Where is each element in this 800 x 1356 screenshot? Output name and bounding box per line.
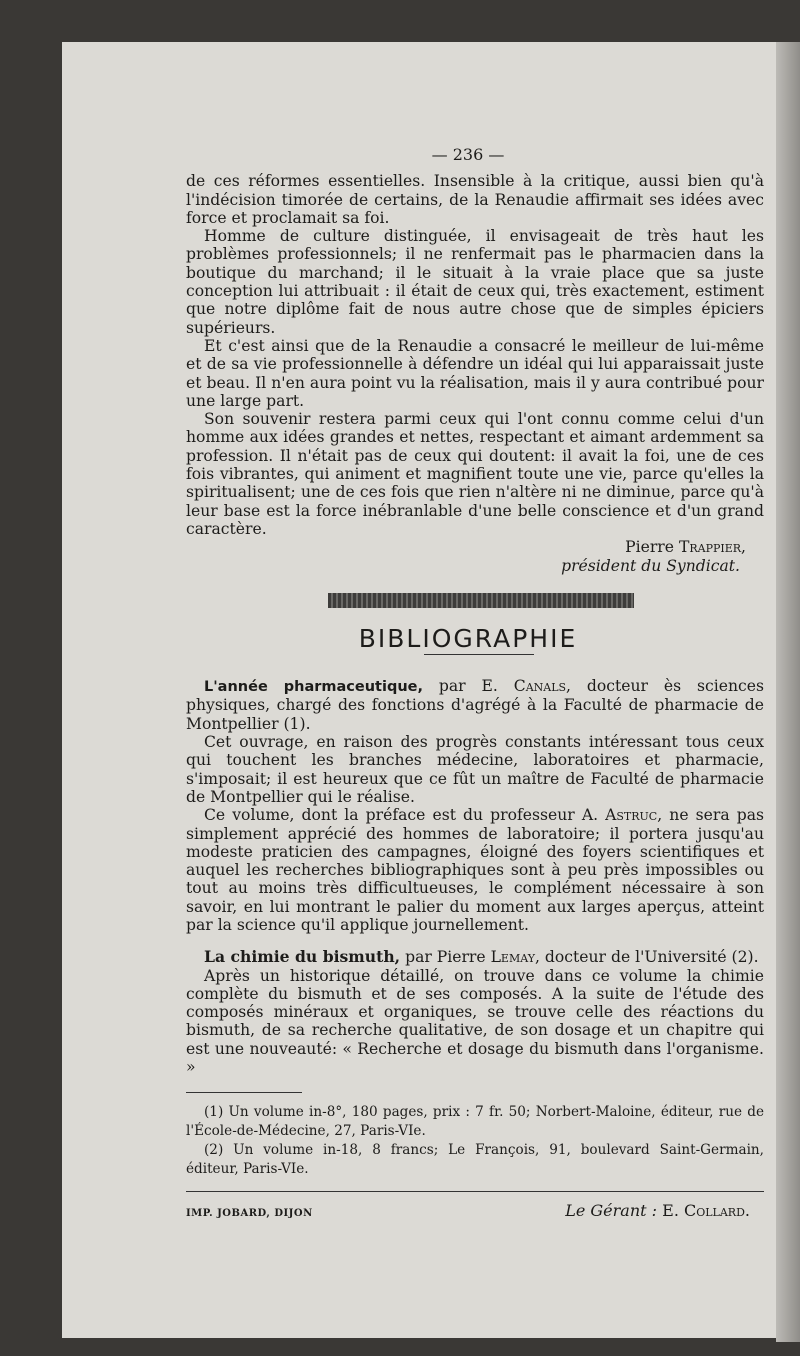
signature-title: président du Syndicat. [561,556,740,575]
title-underline [424,654,534,655]
section-divider [328,593,634,608]
footnote-2: (2) Un volume in-18, 8 francs; Le François, 91, boulevard Saint-Germain, éditeur, Paris-VIe. [186,1142,764,1178]
page-number: — 236 — [431,145,505,164]
page-content [186,146,764,1224]
section-title: BIBLIOGRAPHIE [358,623,578,653]
gerant-credit: Le Gérant : E. Collard. [565,1201,750,1221]
footer-rule [186,1191,764,1192]
page-footer [186,1202,764,1223]
paragraph-3: Et c'est ainsi que de la Renaudie a consacré le meilleur de lui-même et de sa vie professionnelle à défendre un idéal qui lui apparaissait juste et beau. Il n'en aura point vu la réalisation, mais il y aura contribué pour une large part. [186,336,764,410]
paragraph-2: Homme de culture distinguée, il envisageait de très haut les problèmes professionnels; il ne renfermait pas le pharmacien dans la boutique du marchand; il le situait à la vraie place que sa juste conception lui attribuait : il était de ceux qui, très exactement, estiment que notre diplôme fait de nous autre chose que de simples épiciers supérieurs. [186,227,764,337]
footnote-1: (1) Un volume in-8°, 180 pages, prix : 7 fr. 50; Norbert-Maloine, éditeur, rue de l'École-de-Médecine, 27, Paris-VIe. [186,1104,764,1140]
footnote-rule [186,1092,302,1093]
bib-entry-2-title: La chimie du bismuth, [204,947,401,967]
bib-entry-2-paragraph-2: Après un historique détaillé, on trouve dans ce volume la chimie complète du bismuth et de ses composés. A la suite de l'étude des composés minéraux et organiques, se trouve celle des réactions du bismuth, de sa recherche qualitative, de son dosage et un chapitre qui est une nouveauté: « Recherche et dosage du bismuth dans l'organisme. » [186,966,764,1077]
bib-entry-2: La chimie du bismuth, par Pierre Lemay, docteur de l'Université (2). [204,947,759,967]
signature-name: Pierre Trappier, [625,538,746,557]
paragraph-1: de ces réformes essentielles. Insensible à la critique, aussi bien qu'à l'indécision timorée de certains, de la Renaudie affirmait ses idées avec force et proclamait sa foi. [186,172,764,227]
bib-entry-1: L'année pharmaceutique, par E. Canals, docteur ès sciences physiques, chargé des fonctions d'agrégé à la Faculté de pharmacie de Montpellier (1). [186,677,764,733]
page-edge [776,42,800,1342]
bib-entry-1-title: L'année pharmaceutique, [204,679,423,696]
paragraph-4: Son souvenir restera parmi ceux qui l'ont connu comme celui d'un homme aux idées grandes et nettes, respectant et aimant ardemment sa profession. Il n'était pas de ceux qui doutent: il avait la foi, une de ces fois vibrantes, qui animent et magnifient toute une vie, parce qu'elles la spiritualisent; une de ces fois que rien n'altère ni ne diminue, parce qu'à leur base est la force inébranlable d'une belle conscience et d'un grand caractère. [186,410,764,538]
bib-entry-1-paragraph-3: Ce volume, dont la préface est du professeur A. Astruc, ne sera pas simplement apprécié des hommes de laboratoire; il portera jusqu'au modeste praticien des campagnes, éloigné des foyers scientifiques et auquel les recherches bibliographiques sont à peu près impossibles ou tout au moins très difficultueuses, le complément nécessaire à son savoir, en lui montrant le palier du moment aux larges aperçus, atteint par la science qu'il applique journellement. [186,806,764,934]
bib-entry-1-paragraph-2: Cet ouvrage, en raison des progrès constants intéressant tous ceux qui touchent les branches médecine, laboratoires et pharmacie, s'imposait; il est heureux que ce fût un maître de Faculté de pharmacie de Montpellier qui le réalise. [186,733,764,806]
printer-credit: IMP. JOBARD, DIJON [186,1208,313,1220]
